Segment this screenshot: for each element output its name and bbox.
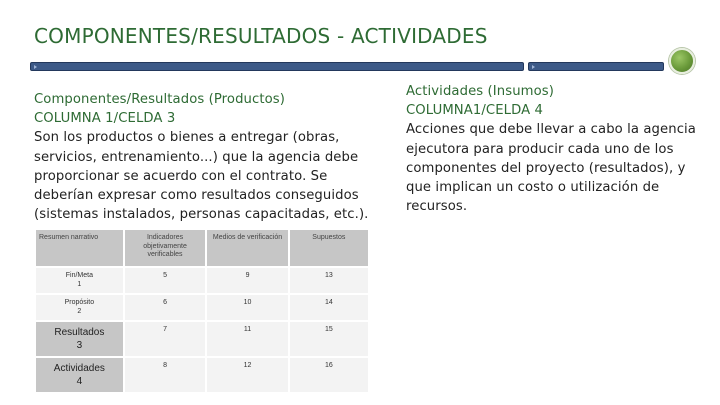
row-label	[36, 268, 123, 293]
bar-marker-icon	[34, 65, 37, 69]
table-cell: 15	[290, 322, 368, 356]
left-body: Son los productos o bienes a entregar (obras, servicios, entrenamiento...) que la agencia debe proporcionar se acuerdo con el contrato. Se deberían expresar como resultados conseguidos (sistemas instalados, personas capacitadas, etc.).	[34, 130, 369, 223]
table-cell: 9	[207, 268, 287, 293]
row-label-text: Actividades	[53, 363, 105, 374]
row-label-text: Resultados	[54, 327, 105, 338]
divider-bar-right	[528, 62, 664, 71]
table-cell: 12	[207, 358, 287, 392]
table-row	[36, 295, 368, 320]
row-label	[36, 322, 123, 356]
left-heading-line1: Componentes/Resultados (Productos)	[34, 92, 286, 107]
table-header-cell: Indicadores objetivamente verificables	[125, 230, 206, 266]
table-row	[36, 322, 368, 356]
table-row	[36, 268, 368, 293]
right-heading-line1: Actividades (Insumos)	[406, 84, 554, 99]
table-cell: 16	[290, 358, 368, 392]
table-cell: 7	[125, 322, 206, 356]
table-header-row	[36, 230, 368, 266]
right-body: Acciones que debe llevar a cabo la agencia ejecutora para producir cada uno de los componentes del proyecto (resultados), y que implican un costo o utilización de recursos.	[406, 122, 696, 215]
left-text-block	[34, 90, 384, 224]
row-label-text: Fin/Meta	[65, 272, 93, 279]
bar-marker-icon	[532, 65, 535, 69]
right-text-block	[406, 82, 706, 216]
divider-bar-left	[30, 62, 524, 71]
table-header-cell: Medios de verificación	[207, 230, 287, 266]
table-header-cell: Resumen narrativo	[36, 230, 123, 266]
table-cell: 13	[290, 268, 368, 293]
logframe-matrix-table	[34, 228, 370, 394]
row-label-number: 2	[77, 307, 82, 315]
row-label-number: 1	[77, 280, 82, 288]
right-heading-line2: COLUMNA1/CELDA 4	[406, 103, 544, 119]
row-label	[36, 295, 123, 320]
row-label-number: 4	[76, 376, 83, 387]
slide-title: COMPONENTES/RESULTADOS - ACTIVIDADES	[34, 24, 488, 48]
table-cell: 14	[290, 295, 368, 320]
row-label-text: Propósito	[64, 299, 95, 306]
table-header-cell: Supuestos	[290, 230, 368, 266]
table-row	[36, 358, 368, 392]
left-heading-line2: COLUMNA 1/CELDA 3	[34, 111, 176, 127]
green-circle-icon	[669, 48, 695, 74]
row-label-number: 3	[76, 340, 83, 351]
table-cell: 8	[125, 358, 206, 392]
table-cell: 6	[125, 295, 206, 320]
row-label	[36, 358, 123, 392]
table-cell: 10	[207, 295, 287, 320]
table-cell: 5	[125, 268, 206, 293]
table-cell: 11	[207, 322, 287, 356]
